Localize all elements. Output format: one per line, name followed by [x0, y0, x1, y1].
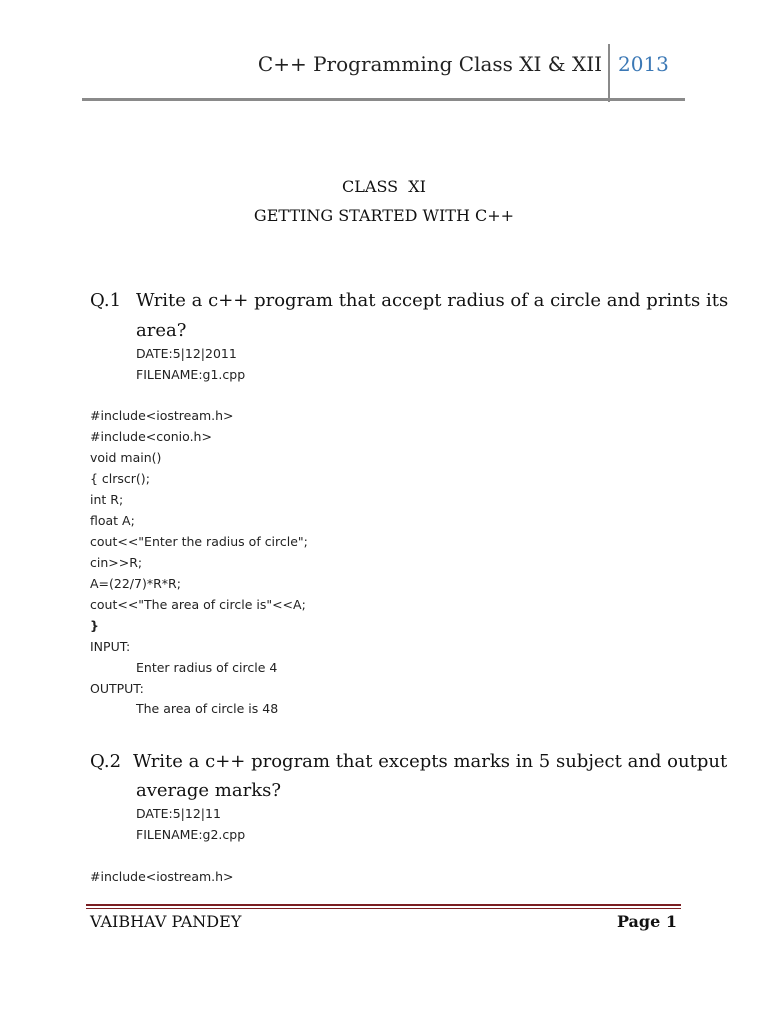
question-1-date: DATE:5|12|2011 — [136, 346, 237, 361]
footer-page-number: Page 1 — [616, 912, 677, 931]
q2-code-line: #include<iostream.h> — [90, 869, 234, 884]
q1-code-line: } — [90, 618, 99, 633]
footer-author: VAIBHAV PANDEY — [90, 912, 242, 931]
question-1-filename: FILENAME:g1.cpp — [136, 367, 246, 382]
q1-input-label: INPUT: — [90, 639, 131, 654]
question-2-date: DATE:5|12|11 — [136, 806, 221, 821]
q1-code-line: #include<conio.h> — [90, 429, 212, 444]
q1-code-line: void main() — [90, 450, 162, 465]
header-title: C++ Programming Class XI & XII — [257, 52, 602, 76]
q1-code-line: #include<iostream.h> — [90, 408, 234, 423]
footer-rule-thick — [86, 904, 681, 906]
q1-input-value: Enter radius of circle 4 — [136, 660, 278, 675]
footer-rule-thin — [86, 908, 681, 909]
q1-output-label: OUTPUT: — [90, 681, 144, 696]
q1-code-line: { clrscr(); — [90, 471, 150, 486]
question-2-filename: FILENAME:g2.cpp — [136, 827, 246, 842]
q1-code-line: cin>>R; — [90, 555, 143, 570]
question-1-text-line1: Write a c++ program that accept radius of a circle and prints its — [136, 290, 729, 311]
q1-code-line: int R; — [90, 492, 124, 507]
class-title: CLASS XI — [342, 177, 426, 196]
q1-code-line: float A; — [90, 513, 135, 528]
header-divider — [608, 44, 610, 102]
question-2-number: Q.2 — [90, 751, 122, 772]
q1-code-line: cout<<"The area of circle is"<<A; — [90, 597, 306, 612]
question-1-text-line2: area? — [136, 320, 187, 341]
question-2-text-line1: Write a c++ program that excepts marks in 5 subject and output — [133, 751, 728, 772]
header-rule — [82, 98, 685, 101]
chapter-heading: GETTING STARTED WITH C++ — [253, 206, 515, 225]
question-2-text-line2: average marks? — [136, 780, 281, 801]
q1-code-line: A=(22/7)*R*R; — [90, 576, 181, 591]
question-1-number: Q.1 — [90, 290, 122, 311]
q1-code-line: cout<<"Enter the radius of circle"; — [90, 534, 308, 549]
q1-output-value: The area of circle is 48 — [136, 701, 279, 716]
header-year: 2013 — [618, 52, 669, 76]
